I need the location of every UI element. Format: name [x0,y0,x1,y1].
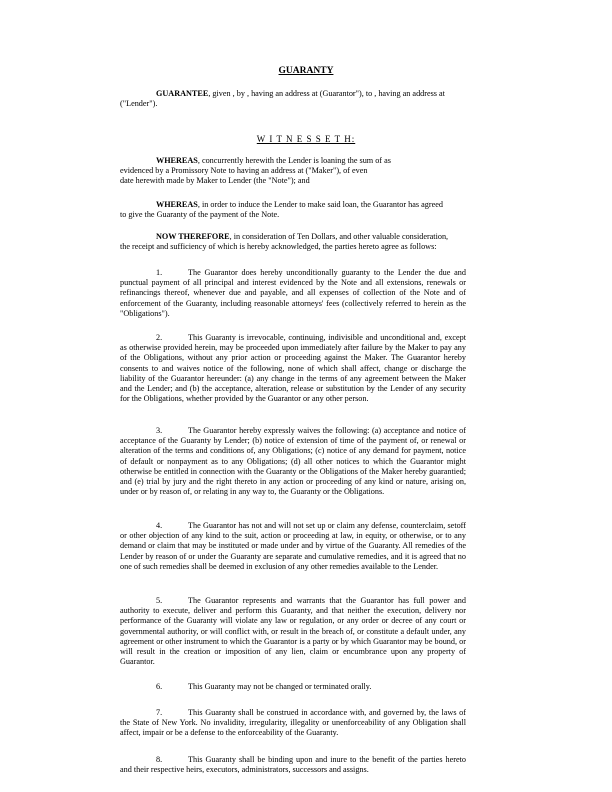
section-5-text: The Guarantor represents and warrants that the Guarantor has full power and authority to execute, deliver and perform this Guaranty, and that neither the execution, delivery nor performance of the Guaranty will violate any law or regulation, or any order or decree of any court or governmental authority, or will conflict with, or result in the breach of, or constitute a default under, any agreement or other instrument to which the Guarantor is a party or by which Guarantor may be bound, or will result in the creation or imposition of any lien, claim or encumbrance upon any property of Guarantor. [120,596,466,667]
whereas1-line3: date herewith made by Maker to Lender (the "Note"); and [120,176,310,186]
section-8-number: 8. [156,755,163,764]
section-4 [120,521,466,572]
section-5 [120,596,466,667]
opening-paragraph [120,89,466,109]
opening-line2: ("Lender"). [120,99,158,109]
section-5-number: 5. [156,596,163,605]
whereas1-line1: , concurrently herewith the Lender is loaning the sum of as [197,156,391,165]
witnesseth-heading: W I T N E S S E T H: [256,134,356,144]
whereas2-lead: WHEREAS [156,200,198,209]
opening-line1: , given , by , having an address at (Guarantor"), to , having an address at [208,89,445,98]
section-3-number: 3. [156,426,163,435]
now-therefore-line2: the receipt and sufficiency of which is hereby acknowledged, the parties hereto agree as follows: [120,242,437,252]
section-4-text: The Guarantor has not and will not set up or claim any defense, counterclaim, setoff or other objection of any kind to the suit, action or proceeding at law, in equity, or otherwise, or to any demand or claim that may be instituted or made under and by virtue of the Guaranty. All remedies of the Lender by reason of or under the Guaranty are separate and cumulative remedies, and it is agreed that no one of such remedies shall be deemed in exclusion of any other remedies available to the Lender. [120,521,466,571]
section-7-text: This Guaranty shall be construed in accordance with, and governed by, the laws of the State of New York. No invalidity, irregularity, illegality or unenforceability of any Obligation shall affect, impair or be a defense to the enforceability of the Guaranty. [120,708,466,738]
section-6-text: This Guaranty may not be changed or terminated orally. [188,682,372,691]
now-therefore-lead: NOW THEREFORE [156,232,230,241]
section-6 [120,682,466,692]
whereas-paragraph-1 [120,156,466,187]
section-3 [120,426,466,497]
now-therefore-line1: , in consideration of Ten Dollars, and other valuable consideration, [229,232,449,241]
whereas2-line2: to give the Guaranty of the payment of the Note. [120,210,280,220]
whereas2-line1: , in order to induce the Lender to make said loan, the Guarantor has agreed [197,200,443,209]
section-1-text: The Guarantor does hereby unconditionally guaranty to the Lender the due and punctual payment of all principal and interest evidenced by the Note and all extensions, renewals or refinancings thereof, whenever due and payable, and all expenses of collection of the Note and of enforcement of the Guaranty, including reasonable attorneys' fees (collectively referred to herein as the "Obligations"). [120,268,466,318]
section-6-number: 6. [156,682,163,691]
section-2-text: This Guaranty is irrevocable, continuing, indivisible and unconditional and, except as otherwise provided herein, may be proceeded upon immediately after failure by the Maker to pay any of the Obligations, without any prior action or proceeding against the Maker. The Guarantor hereby consents to and waives notice of the following, none of which shall affect, change or discharge the liability of the Guarantor hereunder: (a) any change in the terms of any agreement between the Maker and the Lender; and (b) the acceptance, alteration, release or substitution by the Lender of any security for the Obligations, whether provided by the Guarantor or any other person. [120,333,466,404]
section-2 [120,333,466,404]
document-title: GUARANTY [278,66,334,76]
section-4-number: 4. [156,521,163,530]
section-3-text: The Guarantor hereby expressly waives the following: (a) acceptance and notice of acceptance of the Guaranty by Lender; (b) notice of extension of time of the payment of, or renewal or alteration of the terms and conditions of, any Obligations; (c) notice of any demand for payment, notice of default or nonpayment as to any Obligations; (d) all other notices to which the Guarantor might otherwise be entitled in connection with the Guaranty or the Obligations of the Maker hereby guarantied; and (e) trial by jury and the right thereto in any action or proceeding of any kind or nature, arising on, under or by reason of, or relating in any way to, the Guaranty or the Obligations. [120,426,466,497]
section-8 [120,755,466,775]
section-2-number: 2. [156,333,163,342]
whereas-paragraph-2 [120,200,466,220]
section-7 [120,708,466,739]
whereas1-line2: evidenced by a Promissory Note to having an address at ("Maker"), of even [120,166,368,176]
section-7-number: 7. [156,708,163,717]
section-1-number: 1. [156,268,163,277]
opening-lead: GUARANTEE [156,89,209,98]
whereas1-lead: WHEREAS [156,156,198,165]
section-1 [120,268,466,319]
now-therefore-paragraph [120,232,466,252]
section-8-text: This Guaranty shall be binding upon and inure to the benefit of the parties hereto and their respective heirs, executors, administrators, successors and assigns. [120,755,466,775]
